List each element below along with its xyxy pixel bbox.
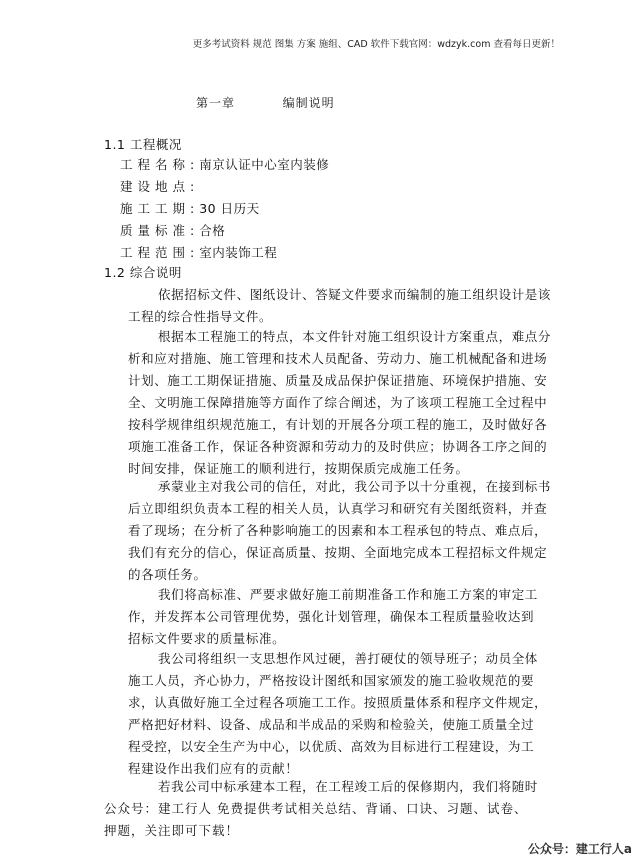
text-line: 我公司将组织一支思想作风过硬，善打硬仗的领导班子；动员全体 bbox=[158, 651, 538, 666]
section-heading-description: 1.2 综合说明 bbox=[104, 265, 182, 280]
field-label: 工程范围: bbox=[120, 245, 200, 260]
paragraph-warranty bbox=[128, 776, 558, 798]
text-line: 承蒙业主对我公司的信任，对此，我公司予以十分重视，在接到标书 bbox=[158, 479, 552, 494]
text-line: 程建设作出我们应有的贡献！ bbox=[128, 761, 299, 776]
text-line: 计划、施工工期保证措施、质量及成品保护保证措施、环境保护措施、安 bbox=[128, 373, 548, 388]
field-location bbox=[120, 176, 199, 198]
footer-notice bbox=[104, 798, 527, 842]
field-value: 30 日历天 bbox=[199, 201, 260, 216]
text-line: 求，认真做好施工全过程各项施工工作。按照质量体系和程序文件规定， bbox=[128, 695, 548, 710]
field-project-name bbox=[120, 154, 329, 176]
field-label: 工程名称: bbox=[120, 157, 200, 172]
chapter-heading bbox=[196, 94, 335, 111]
header-banner: 更多考试资料 规范 图集 方案 施组、CAD 软件下载官网：wdzyk.com 查看每日更新！ bbox=[192, 39, 560, 50]
text-line: 的各项任务。 bbox=[128, 567, 207, 582]
text-line: 时间安排，保证施工的顺利进行，按期保质完成施工任务。 bbox=[128, 461, 469, 476]
footer-line: 公众号：建工行人 免费提供考试相关总结、背诵、口诀、习题、试卷、 bbox=[104, 801, 528, 816]
text-line: 施工人员，齐心协力，严格按设计图纸和国家颁发的施工验收规范的要 bbox=[128, 673, 535, 688]
field-label: 建设地点: bbox=[120, 179, 200, 194]
text-line: 招标文件要求的质量标准。 bbox=[128, 631, 286, 646]
text-line: 项施工准备工作，保证各种资源和劳动力的及时供应；协调各工序之间的 bbox=[128, 439, 548, 454]
watermark-label: 公众号：建工行人a bbox=[527, 842, 632, 856]
text-line: 后立即组织负责本工程的相关人员，认真学习和研究有关图纸资料，并查 bbox=[128, 501, 548, 516]
chapter-number: 第一章 bbox=[196, 96, 236, 110]
field-value: 南京认证中心室内装修 bbox=[199, 157, 330, 172]
field-quality bbox=[120, 220, 225, 242]
text-line: 全、文明施工保障措施等方面作了综合阐述，为了该项工程施工全过程中 bbox=[128, 395, 548, 410]
text-line: 根据本工程施工的特点，本文件针对施工组织设计方案重点，难点分 bbox=[158, 329, 552, 344]
paragraph-features bbox=[128, 326, 558, 480]
chapter-title: 编制说明 bbox=[282, 96, 335, 110]
field-duration bbox=[120, 198, 260, 220]
field-value: 室内装饰工程 bbox=[199, 245, 278, 260]
text-line: 按科学规律组织规范施工，有计划的开展各分项工程的施工，及时做好各 bbox=[128, 417, 548, 432]
text-line: 我们有充分的信心，保证高质量、按期、全面地完成本工程招标文件规定 bbox=[128, 545, 548, 560]
text-line: 若我公司中标承建本工程，在工程竣工后的保修期内，我们将随时 bbox=[158, 779, 538, 794]
text-line: 析和应对措施、施工管理和技术人员配备、劳动力、施工机械配备和进场 bbox=[128, 351, 548, 366]
text-line: 看了现场；在分析了各种影响施工的因素和本工程承包的特点、难点后， bbox=[128, 523, 548, 538]
paragraph-basis bbox=[128, 284, 558, 328]
text-line: 我们将高标准、严要求做好施工前期准备工作和施工方案的审定工 bbox=[158, 587, 538, 602]
field-label: 施工工期: bbox=[120, 201, 200, 216]
paragraph-trust bbox=[128, 476, 558, 586]
footer-line: 押题，关注即可下载！ bbox=[104, 823, 240, 838]
text-line: 工程的综合性指导文件。 bbox=[128, 309, 273, 324]
text-line: 依据招标文件、图纸设计、答疑文件要求而编制的施工组织设计是该 bbox=[158, 287, 552, 302]
paragraph-standards bbox=[128, 584, 558, 650]
field-label: 质量标准: bbox=[120, 223, 200, 238]
field-scope bbox=[120, 242, 277, 264]
section-heading-overview: 1.1 工程概况 bbox=[104, 137, 182, 152]
paragraph-organization bbox=[128, 648, 558, 780]
text-line: 作，并发挥本公司管理优势，强化计划管理，确保本工程质量验收达到 bbox=[128, 609, 535, 624]
text-line: 程受控，以安全生产为中心，以优质、高效为目标进行工程建设，为工 bbox=[128, 739, 535, 754]
field-value: 合格 bbox=[199, 223, 226, 238]
text-line: 严格把好材料、设备、成品和半成品的采购和检验关，使施工质量全过 bbox=[128, 717, 535, 732]
